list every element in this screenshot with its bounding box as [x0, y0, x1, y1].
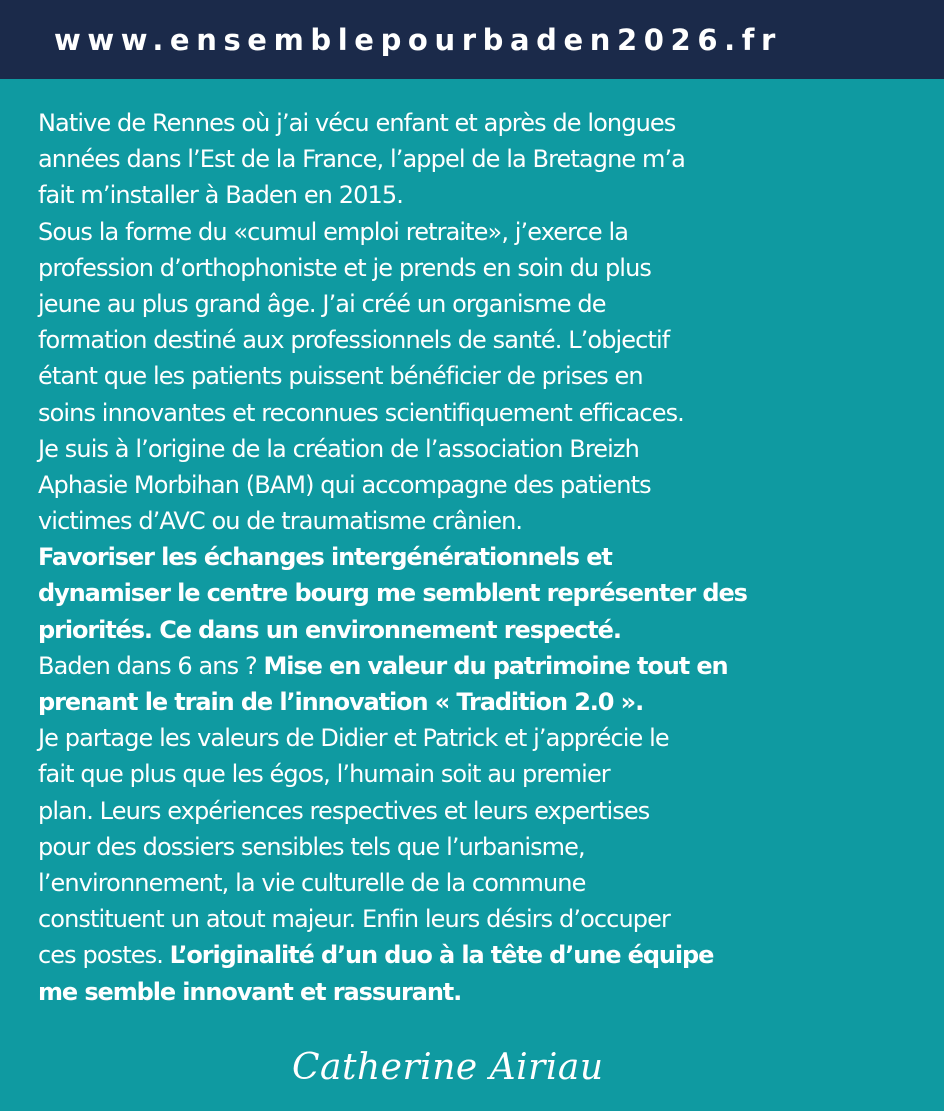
bold-text-segment: priorités. Ce dans un environnement respecté.: [38, 615, 621, 644]
text-segment: pour des dossiers sensibles tels que l’urbanisme,: [38, 832, 585, 861]
text-line: [38, 756, 933, 792]
text-line: [38, 612, 933, 648]
text-segment: Native de Rennes où j’ai vécu enfant et après de longues: [38, 109, 676, 137]
bold-text-segment: dynamiser le centre bourg me semblent représenter des: [38, 579, 747, 608]
text-segment: plan. Leurs expériences respectives et leurs expertises: [38, 796, 650, 825]
text-line: [38, 865, 933, 901]
text-segment: années dans l’Est de la France, l’appel de la Bretagne m’a: [38, 145, 685, 174]
text-line: [38, 974, 933, 1010]
bold-text-segment: L’originalité d’un duo à la tête d’une équipe: [169, 941, 714, 970]
text-segment: Baden dans 6 ans ?: [38, 651, 264, 680]
bold-text-segment: prenant le train de l’innovation « Tradition 2.0 ».: [38, 688, 644, 716]
text-line: [38, 214, 933, 250]
text-segment: l’environnement, la vie culturelle de la commune: [38, 868, 586, 897]
text-line: [38, 793, 933, 829]
bold-text-segment: Mise en valeur du patrimoine tout en: [263, 651, 728, 680]
website-url: www.ensemblepourbaden2026.fr: [54, 23, 782, 57]
text-line: [38, 539, 933, 575]
text-segment: Je suis à l’origine de la création de l’association Breizh: [38, 434, 639, 463]
bold-text-segment: Favoriser les échanges intergénérationnels et: [38, 543, 612, 572]
text-line: [38, 720, 933, 756]
text-line: [38, 431, 933, 467]
testimonial-text: [38, 105, 933, 1010]
text-segment: étant que les patients puissent bénéficier de prises en: [38, 362, 643, 391]
text-line: [38, 901, 933, 937]
bold-text-segment: me semble innovant et rassurant.: [38, 977, 462, 1006]
text-line: [38, 467, 933, 503]
text-line: [38, 286, 933, 322]
text-line: [38, 575, 933, 611]
text-segment: Sous la forme du «cumul emploi retraite», j’exerce la: [38, 217, 629, 246]
text-segment: Je partage les valeurs de Didier et Patrick et j’apprécie le: [38, 724, 669, 753]
text-line: [38, 250, 933, 286]
text-segment: fait m’installer à Baden en 2015.: [38, 181, 403, 210]
header-bar: [0, 0, 944, 79]
signature: Catherine Airiau: [292, 1047, 604, 1088]
text-line: [38, 358, 933, 394]
text-line: [38, 937, 933, 973]
text-segment: victimes d’AVC ou de traumatisme crânien.: [38, 507, 523, 536]
text-segment: ces postes.: [38, 941, 170, 970]
text-line: [38, 395, 933, 431]
text-line: [38, 322, 933, 358]
text-line: [38, 648, 933, 684]
text-line: [38, 177, 933, 213]
text-line: [38, 829, 933, 865]
text-line: [38, 105, 933, 141]
text-segment: profession d’orthophoniste et je prends en soin du plus: [38, 253, 651, 282]
text-line: [38, 141, 933, 177]
text-segment: Aphasie Morbihan (BAM) qui accompagne des patients: [38, 470, 651, 499]
text-segment: formation destiné aux professionnels de santé. L’objectif: [38, 326, 670, 355]
text-line: [38, 503, 933, 539]
text-segment: constituent un atout majeur. Enfin leurs désirs d’occuper: [38, 905, 670, 934]
text-segment: fait que plus que les égos, l’humain soit au premier: [38, 760, 610, 789]
text-segment: soins innovantes et reconnues scientifiquement efficaces.: [38, 398, 684, 427]
text-segment: jeune au plus grand âge. J’ai créé un organisme de: [38, 289, 606, 318]
text-line: [38, 684, 933, 720]
